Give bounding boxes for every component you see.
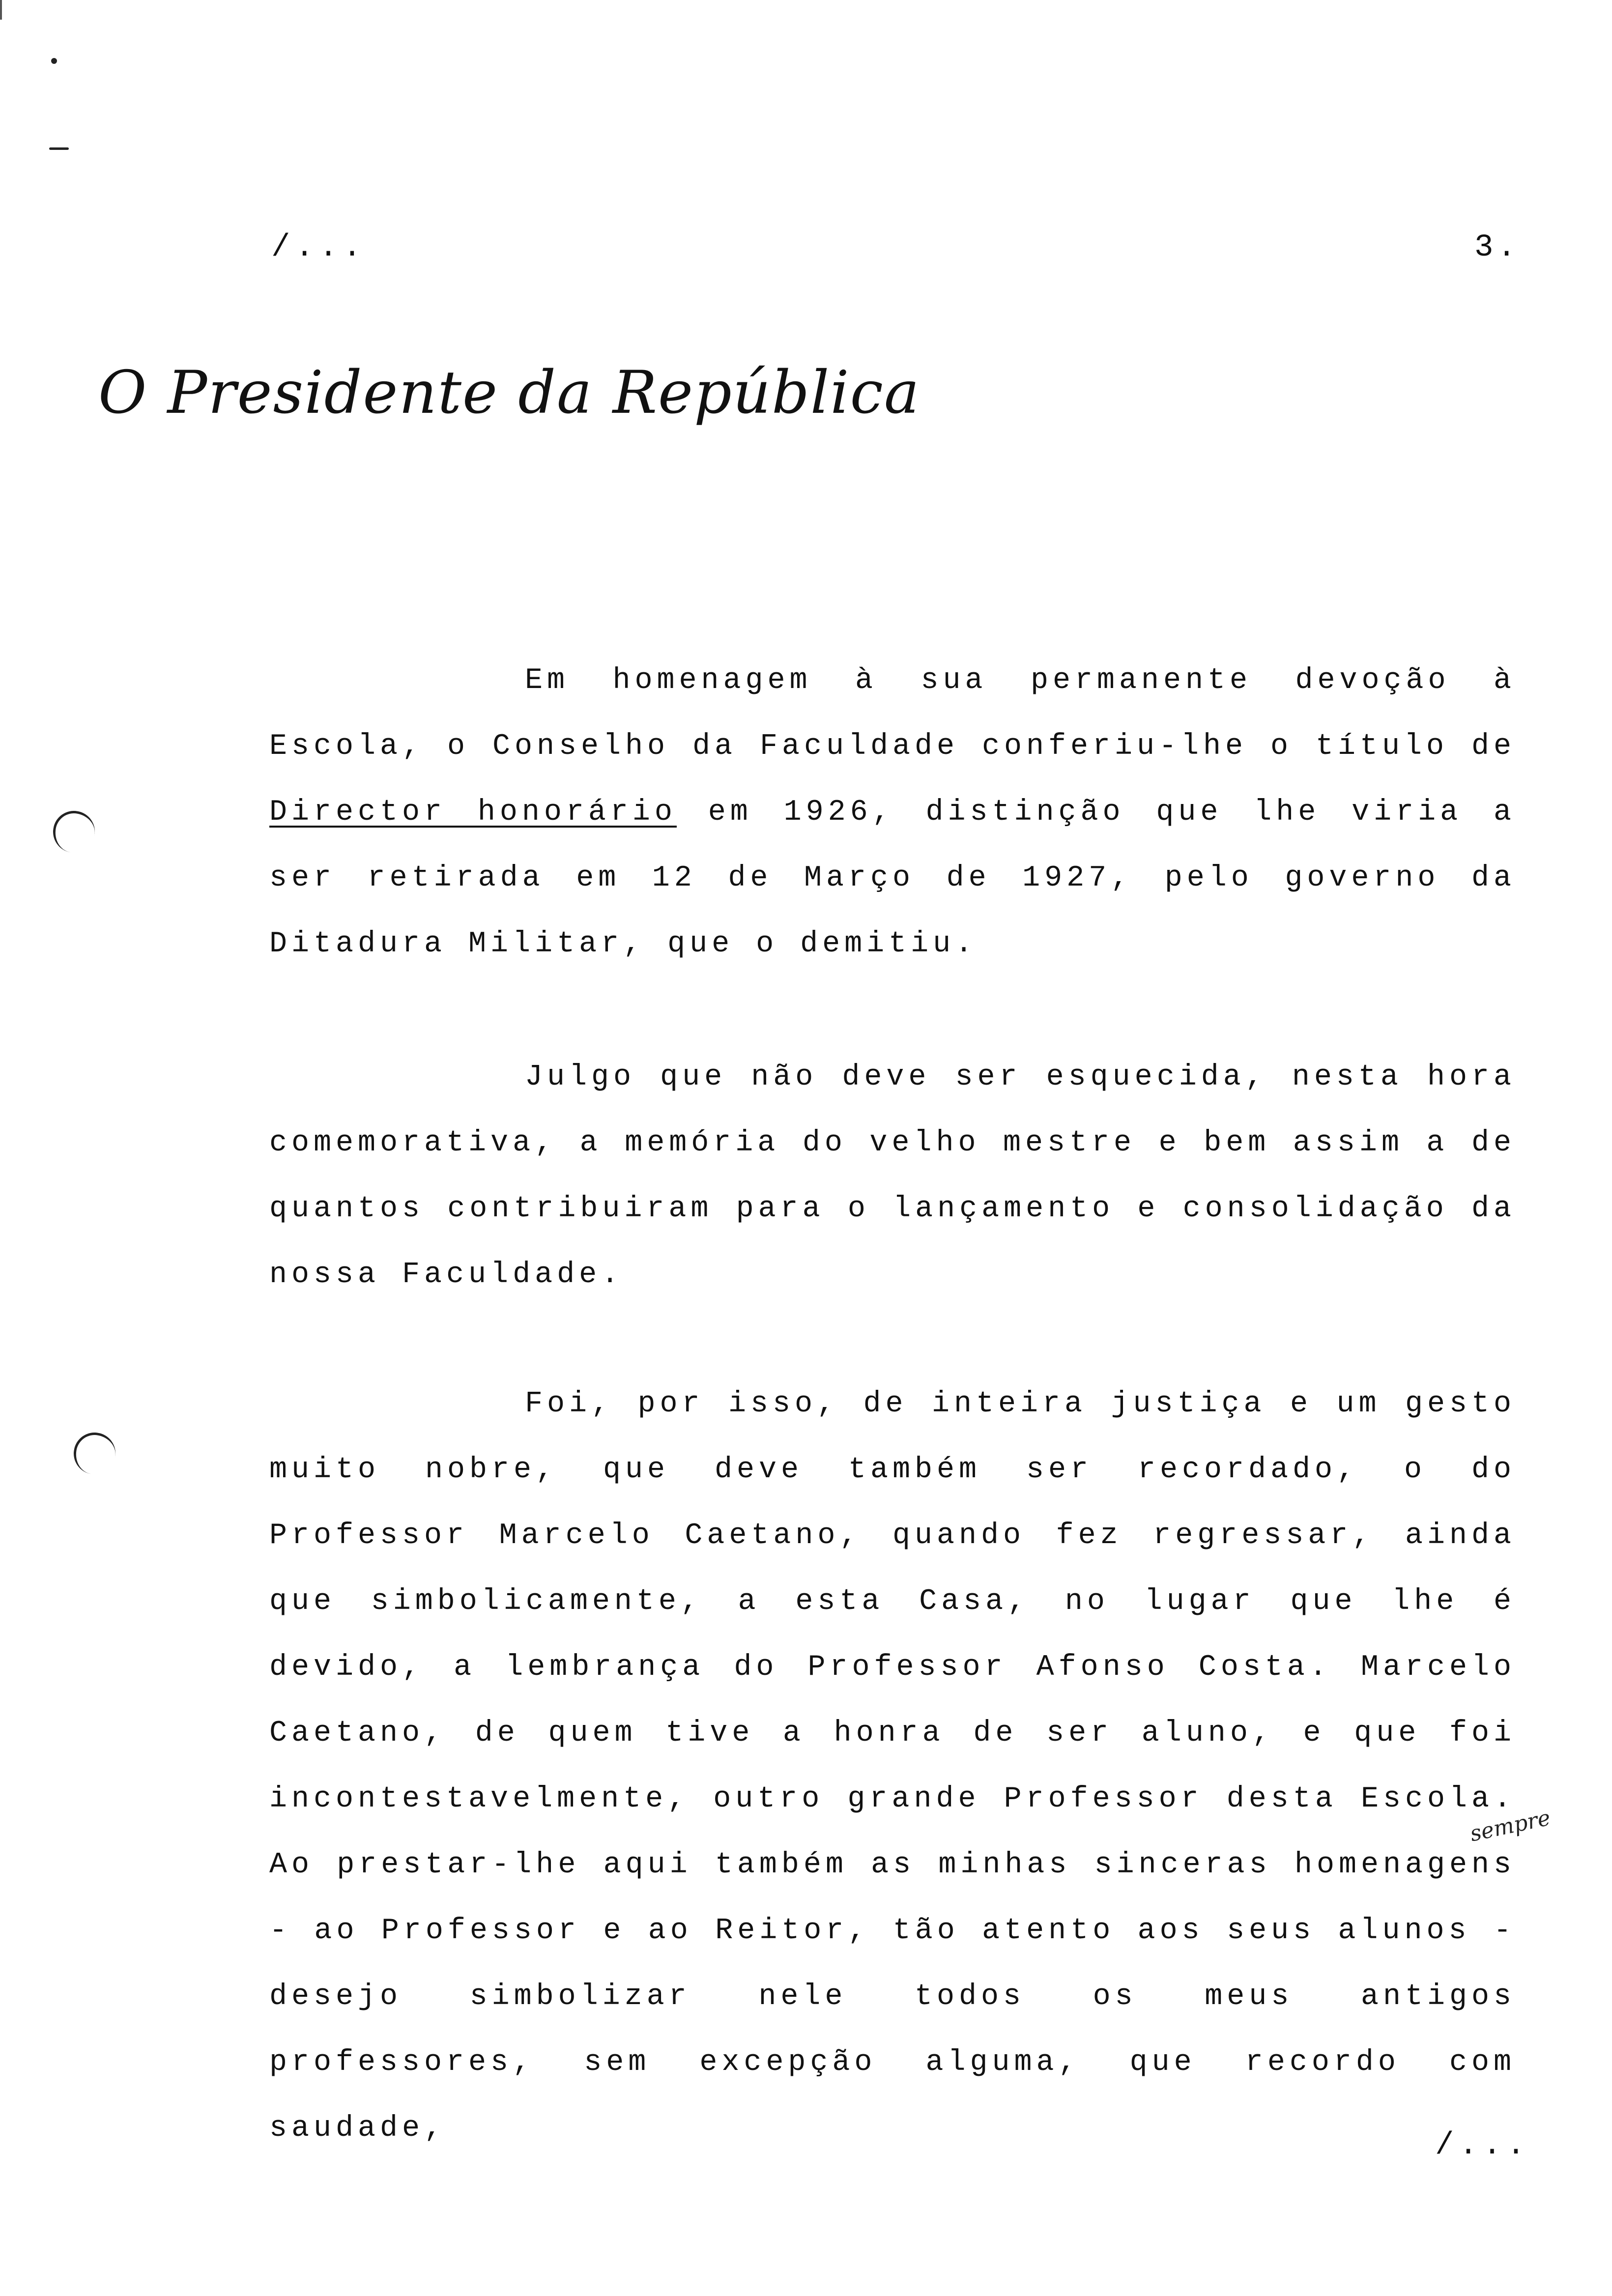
underlined-title: Director honorário: [269, 796, 677, 829]
continuation-mark-bottom: /...: [1435, 2128, 1530, 2163]
page-number: 3.: [1474, 230, 1520, 265]
paragraph-1-text-end: em 1926, distinção que lhe viria a ser retirada em 12 de Março de 1927, pelo governo da Ditadura Militar, que o demitiu.: [269, 796, 1516, 961]
handwritten-margin-note: sempre: [1468, 1805, 1553, 1847]
scan-edge-mark: [0, 0, 9, 20]
punch-hole: [70, 1429, 118, 1477]
paragraph-2: Julgo que não deve ser esquecida, nesta hora comemorativa, a memória do velho mestre e bem assim a de quantos contribuiram para o lançamento e consolidação da nossa Faculdade.: [269, 1061, 1516, 1292]
scan-speck: [51, 58, 57, 64]
scan-speck: [49, 147, 69, 150]
paragraph-1-text: Em homenagem à sua permanente devoção à Escola, o Conselho da Faculdade conferiu-lhe o título de: [269, 664, 1516, 763]
continuation-mark-top: /...: [271, 230, 367, 265]
letterhead-title: O Presidente da República: [98, 359, 921, 427]
paragraph-3: Foi, por isso, de inteira justiça e um gesto muito nobre, que deve também ser recordado, o do Professor Marcelo Caetano, quando fez regressar, ainda que simbolicamente, a esta Casa, no lugar que lhe é devido, a lembrança do Professor Afonso Costa. Marcelo Caetano, de quem tive a honra de ser aluno, e que foi incontestavelmente, outro grande Professor desta Escola. Ao prestar-lhe aqui também as minhas sinceras homenagens - ao Professor e ao Reitor, tão atento aos seus alunos - desejo simbolizar nele todos os meus antigos professores, sem excepção alguma, que recordo com saudade,: [269, 1387, 1516, 2145]
paragraph-1: [269, 648, 1516, 977]
punch-hole: [50, 807, 98, 856]
